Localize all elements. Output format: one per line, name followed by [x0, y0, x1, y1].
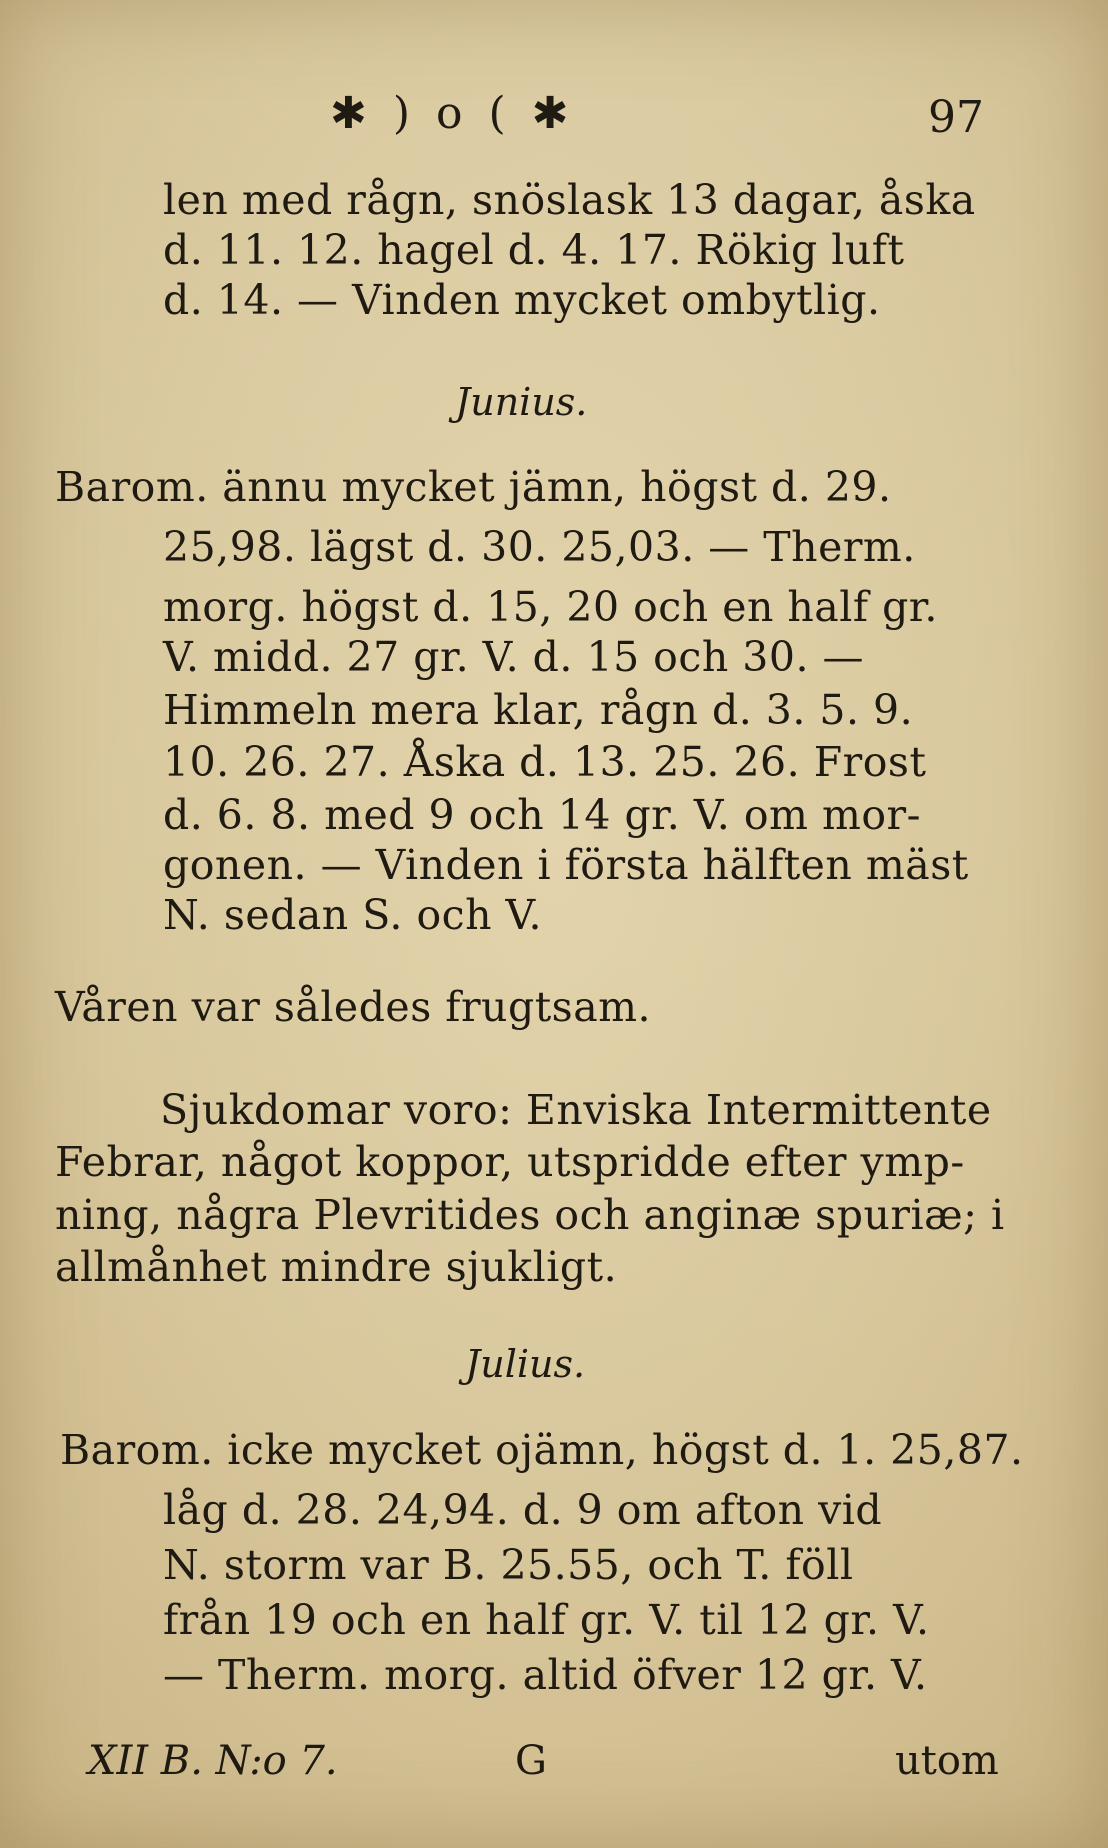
junius-line-5: Himmeln mera klar, rågn d. 3. 5. 9. [163, 686, 914, 734]
intro-line-2: d. 11. 12. hagel d. 4. 17. Rökig luft [163, 226, 905, 274]
junius-line-6: 10. 26. 27. Åska d. 13. 25. 26. Frost [163, 738, 927, 786]
julius-line-3: N. storm var B. 25.55, och T. föll [163, 1541, 854, 1589]
page-header-ornament: ✱ ) o ( ✱ [330, 88, 575, 139]
sickness-line-2: Febrar, något koppor, utspridde efter ymp- [55, 1138, 965, 1186]
julius-line-1: Barom. icke mycket ojämn, högst d. 1. 25,87. [60, 1426, 1024, 1474]
junius-line-2: 25,98. lägst d. 30. 25,03. — Therm. [163, 523, 916, 571]
junius-line-7: d. 6. 8. med 9 och 14 gr. V. om mor- [163, 791, 921, 839]
section-heading-julius: Julius. [465, 1342, 586, 1386]
catchword: utom [895, 1738, 999, 1784]
spring-summary: Våren var således frugtsam. [55, 983, 652, 1031]
sheet-signature: XII B. N:o 7. [88, 1738, 338, 1784]
sickness-line-4: allmånhet mindre sjukligt. [55, 1243, 618, 1291]
page-number: 97 [928, 92, 984, 143]
sickness-line-1: Sjukdomar voro: Enviska Intermittente [160, 1086, 992, 1134]
julius-line-2: låg d. 28. 24,94. d. 9 om afton vid [163, 1486, 883, 1534]
julius-line-4: från 19 och en half gr. V. til 12 gr. V. [163, 1596, 930, 1644]
intro-line-3: d. 14. — Vinden mycket ombytlig. [163, 276, 881, 324]
junius-line-1: Barom. ännu mycket jämn, högst d. 29. [55, 463, 892, 511]
junius-line-4: V. midd. 27 gr. V. d. 15 och 30. — [163, 633, 865, 681]
section-heading-junius: Junius. [455, 380, 588, 424]
intro-line-1: len med rågn, snöslask 13 dagar, åska [163, 176, 976, 224]
junius-line-9: N. sedan S. och V. [163, 891, 543, 939]
sickness-line-3: ning, några Plevritides och anginæ spuriæ; i [55, 1191, 1005, 1239]
sheet-letter: G [515, 1738, 547, 1784]
junius-line-3: morg. högst d. 15, 20 och en half gr. [163, 583, 938, 631]
julius-line-5: — Therm. morg. altid öfver 12 gr. V. [163, 1651, 928, 1699]
junius-line-8: gonen. — Vinden i första hälften mäst [163, 841, 969, 889]
